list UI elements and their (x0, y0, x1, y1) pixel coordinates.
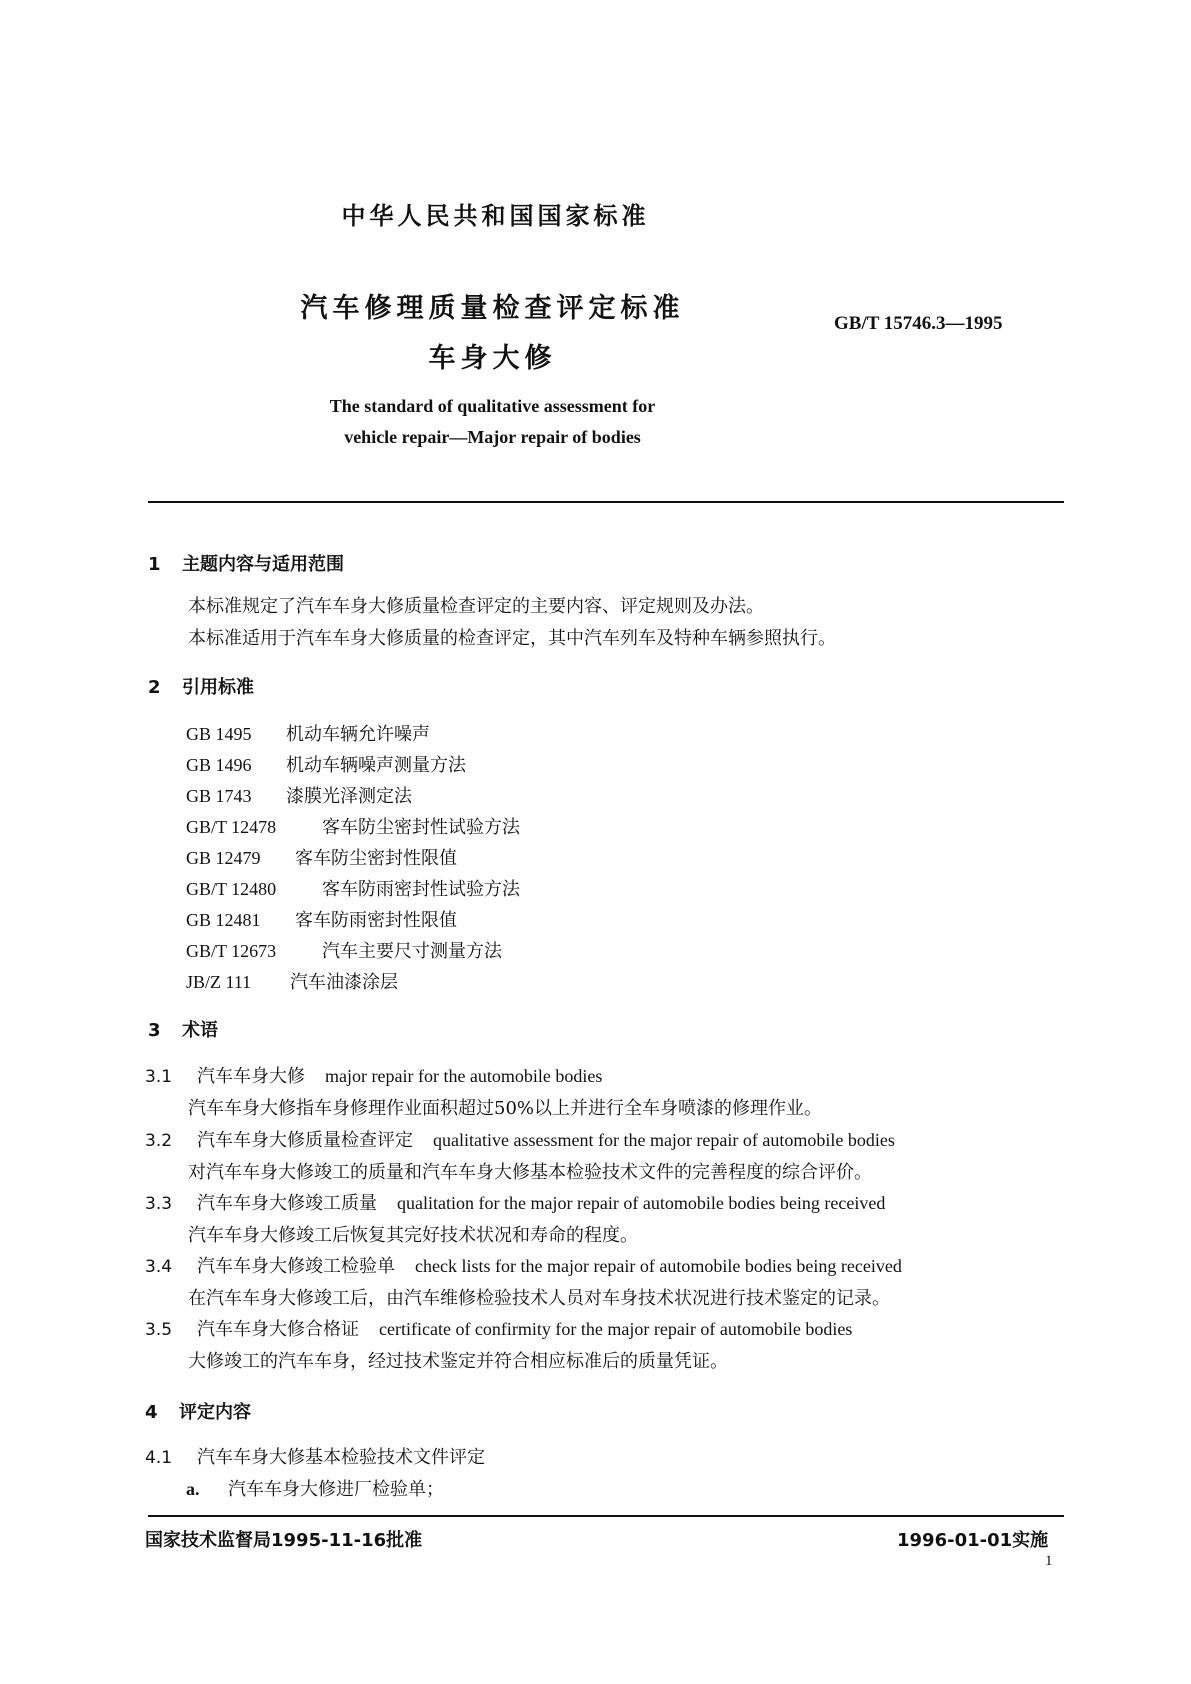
list-item-label: a. (186, 1479, 200, 1499)
reference-item (186, 937, 502, 963)
reference-code: GB 12479 (186, 848, 261, 868)
term-name-cn: 汽车车身大修质量检查评定 (197, 1130, 413, 1151)
reference-code: GB/T 12480 (186, 879, 277, 899)
reference-item (186, 813, 520, 839)
section-number: 1 (148, 554, 161, 575)
reference-title: 客车防尘密封性限值 (295, 848, 457, 869)
term-entry (145, 1189, 885, 1215)
term-number: 3.4 (145, 1257, 173, 1277)
paragraph: 本标准适用于汽车车身大修质量的检查评定，其中汽车列车及特种车辆参照执行。 (188, 628, 836, 649)
section-1-heading (148, 550, 344, 576)
top-divider (148, 501, 1064, 503)
term-name-en: check lists for the major repair of automobile bodies being received (415, 1256, 902, 1276)
reference-code: GB 1743 (186, 786, 252, 806)
reference-title: 客车防雨密封性试验方法 (322, 879, 520, 900)
section-title: 主题内容与适用范围 (182, 554, 344, 575)
term-name-cn: 汽车车身大修竣工检验单 (197, 1256, 395, 1277)
subsection-number: 4.1 (145, 1448, 173, 1468)
reference-item (186, 782, 412, 808)
reference-item (186, 906, 457, 932)
section-3-heading (148, 1016, 218, 1042)
term-entry (145, 1126, 895, 1152)
reference-title: 机动车辆噪声测量方法 (286, 755, 466, 776)
standard-title-en-line2: vehicle repair—Major repair of bodies (344, 427, 641, 447)
reference-item (186, 968, 398, 994)
term-definition: 汽车车身大修竣工后恢复其完好技术状况和寿命的程度。 (188, 1225, 638, 1246)
term-name-en: certificate of confirmity for the major repair of automobile bodies (379, 1319, 853, 1339)
section-number: 2 (148, 677, 161, 698)
term-definition: 对汽车车身大修竣工的质量和汽车车身大修基本检验技术文件的完善程度的综合评价。 (188, 1162, 872, 1183)
standard-subtitle-cn: 车身大修 (428, 343, 557, 374)
term-name-en: qualitation for the major repair of automobile bodies being received (397, 1193, 886, 1213)
section-number: 3 (148, 1020, 161, 1041)
list-item (186, 1475, 444, 1501)
reference-code: JB/Z 111 (186, 972, 252, 992)
reference-code: GB 1496 (186, 755, 252, 775)
subsection-4-1 (145, 1443, 485, 1469)
term-definition: 大修竣工的汽车车身，经过技术鉴定并符合相应标准后的质量凭证。 (188, 1351, 728, 1372)
section-4-heading (145, 1398, 251, 1424)
term-number: 3.3 (145, 1194, 173, 1214)
term-number: 3.1 (145, 1067, 173, 1087)
reference-title: 漆膜光泽测定法 (286, 786, 412, 807)
section-title: 引用标准 (182, 677, 254, 698)
reference-code: GB 1495 (186, 724, 252, 744)
term-entry (145, 1062, 602, 1088)
section-title: 术语 (182, 1020, 218, 1041)
reference-item (186, 875, 520, 901)
standard-title-en-line1: The standard of qualitative assessment for (329, 396, 656, 416)
term-name-cn: 汽车车身大修 (197, 1066, 305, 1087)
paragraph: 本标准规定了汽车车身大修质量检查评定的主要内容、评定规则及办法。 (188, 596, 764, 617)
term-number: 3.5 (145, 1320, 173, 1340)
reference-code: GB 12481 (186, 910, 261, 930)
standard-number: GB/T 15746.3—1995 (834, 313, 1003, 334)
section-2-heading (148, 673, 254, 699)
term-name-cn: 汽车车身大修合格证 (197, 1319, 359, 1340)
implementation-date: 1996-01-01实施 (897, 1530, 1049, 1551)
reference-code: GB/T 12478 (186, 817, 277, 837)
term-number: 3.2 (145, 1131, 173, 1151)
term-name-en: qualitative assessment for the major repair of automobile bodies (433, 1130, 895, 1150)
reference-title: 机动车辆允许噪声 (286, 724, 430, 745)
subsection-title: 汽车车身大修基本检验技术文件评定 (197, 1447, 485, 1468)
standard-title-cn: 汽车修理质量检查评定标准 (300, 293, 685, 324)
section-number: 4 (145, 1402, 158, 1423)
page-number: 1 (1045, 1553, 1053, 1569)
approval-note: 国家技术监督局1995-11-16批准 (145, 1530, 423, 1551)
reference-title: 汽车油漆涂层 (290, 972, 398, 993)
term-definition: 汽车车身大修指车身修理作业面积超过50%以上并进行全车身喷漆的修理作业。 (188, 1098, 823, 1119)
section-title: 评定内容 (179, 1402, 251, 1423)
reference-title: 汽车主要尺寸测量方法 (322, 941, 502, 962)
reference-item (186, 751, 466, 777)
term-name-cn: 汽车车身大修竣工质量 (197, 1193, 377, 1214)
national-standard-heading: 中华人民共和国国家标准 (341, 202, 650, 230)
bottom-divider (148, 1515, 1064, 1517)
reference-code: GB/T 12673 (186, 941, 277, 961)
reference-title: 客车防尘密封性试验方法 (322, 817, 520, 838)
term-definition: 在汽车车身大修竣工后，由汽车维修检验技术人员对车身技术状况进行技术鉴定的记录。 (188, 1288, 890, 1309)
term-entry (145, 1252, 902, 1278)
term-entry (145, 1315, 852, 1341)
reference-item (186, 844, 457, 870)
reference-title: 客车防雨密封性限值 (295, 910, 457, 931)
list-item-text: 汽车车身大修进厂检验单； (228, 1479, 444, 1500)
term-name-en: major repair for the automobile bodies (325, 1066, 603, 1086)
reference-item (186, 720, 430, 746)
